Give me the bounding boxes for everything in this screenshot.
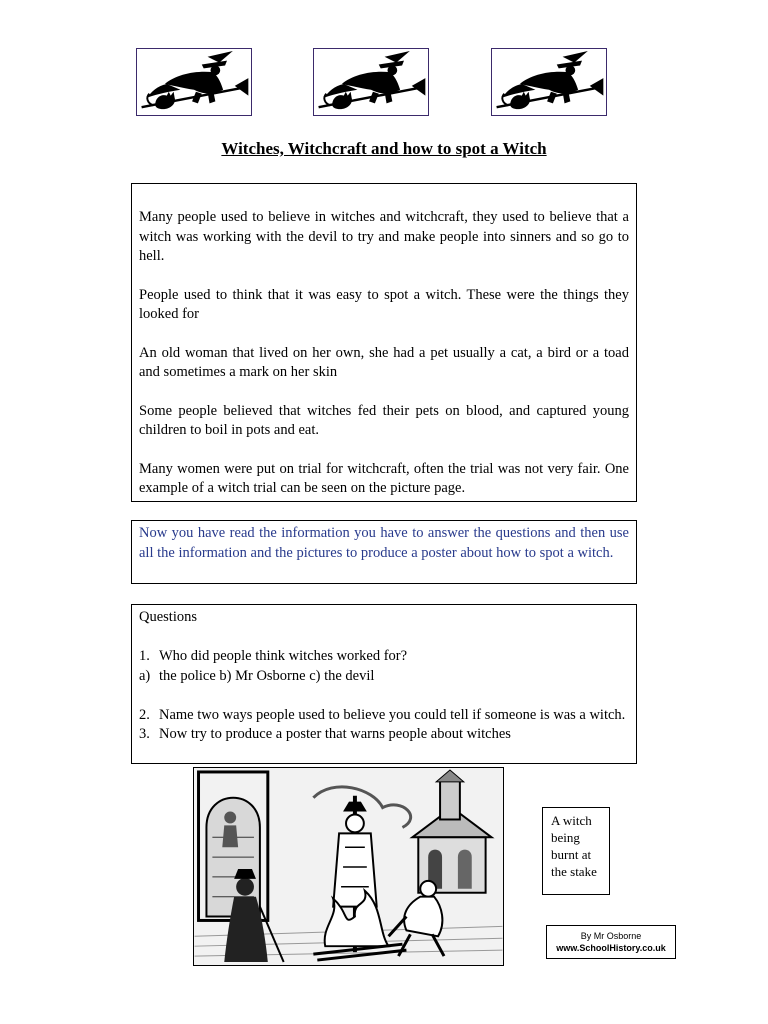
question-number: 2. [139,706,150,723]
questions-heading: Questions [139,609,197,625]
witch-burning-woodcut-icon [194,768,503,965]
info-paragraph: Many people used to believe in witches and witchcraft, they used to believe that a witch was working with the devil to try and make people into sinners and so go to hell. [139,209,629,264]
credit-box [546,925,676,959]
question-number: 3. [139,726,150,742]
option-label: a) [139,667,151,684]
task-box [131,520,637,584]
question-1 [139,647,629,667]
witch-burning-picture [193,767,504,966]
page-title: Witches, Witchcraft and how to spot a Witch [221,139,547,158]
witch-on-broomstick-icon [137,49,251,115]
witch-image-center [313,48,429,116]
question-1-options [139,667,629,687]
witch-on-broomstick-icon [492,49,606,115]
question-text: Who did people think witches worked for? [159,648,408,664]
question-3 [139,725,629,745]
question-2 [139,706,629,726]
witch-image-left [136,48,252,116]
credit-website: www.SchoolHistory.co.uk [556,943,666,953]
witch-on-broomstick-icon [314,49,428,115]
question-text: Name two ways people used to believe you could tell if someone is was a witch. [159,706,626,723]
options-text: the police b) Mr Osborne c) the devil [159,667,375,684]
info-paragraph: People used to think that it was easy to spot a witch. These were the things they looked for [139,286,629,322]
questions-box [131,604,637,764]
witch-image-right [491,48,607,116]
info-box [131,183,637,502]
picture-caption: A witch being burnt at the stake [542,807,610,895]
question-number: 1. [139,648,150,664]
credit-author: By Mr Osborne [580,931,642,941]
info-paragraph: Some people believed that witches fed their pets on blood, and captured young children to boil in pots and eat. [139,402,629,438]
info-paragraph: An old woman that lived on her own, she had a pet usually a cat, a bird or a toad and sometimes a mark on her skin [139,344,629,380]
info-paragraph: Many women were put on trial for witchcraft, often the trial was not very fair. One example of a witch trial can be seen on the picture page. [139,460,629,496]
task-text: Now you have read the information you have to answer the questions and then use all the information and the pictures to produce a poster about how to spot a witch. [139,525,629,561]
question-text: Now try to produce a poster that warns people about witches [159,726,511,742]
